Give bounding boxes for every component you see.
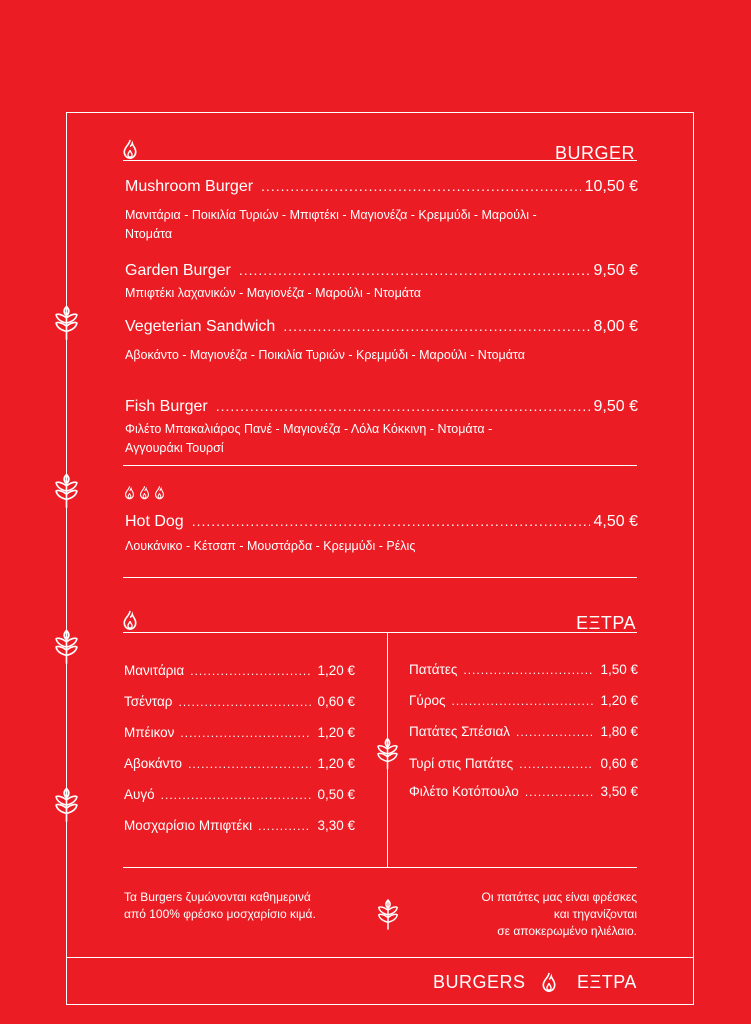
dot-leader: [216, 398, 590, 414]
extra-price: 1,20 €: [317, 725, 355, 740]
extra-name: Αβοκάντο: [124, 756, 183, 771]
extra-item: [124, 663, 355, 678]
extra-item: [409, 784, 638, 799]
dot-leader: [283, 318, 589, 334]
item-description: Μπιφτέκι λαχανικών - Μαγιονέζα - Μαρούλι - Ντομάτα: [125, 286, 422, 300]
section-divider: [123, 867, 637, 868]
dot-leader: [258, 819, 311, 833]
fries-note: [481, 889, 637, 940]
dot-leader: [525, 785, 595, 799]
extra-item: [124, 818, 355, 833]
dot-leader: [261, 178, 581, 194]
extra-item: [124, 787, 355, 802]
dot-leader: [516, 725, 594, 739]
item-name: Vegeterian Sandwich: [125, 318, 276, 335]
extra-price: 3,30 €: [317, 818, 355, 833]
flame-icon: [139, 485, 150, 500]
item-name: Hot Dog: [125, 513, 184, 530]
extra-name: Μανιτάρια: [124, 663, 185, 678]
extra-price: 1,20 €: [317, 663, 355, 678]
dot-leader: [161, 788, 312, 802]
item-name: Fish Burger: [125, 398, 208, 415]
dot-leader: [192, 513, 590, 529]
item-description: Φιλέτο Μπακαλιάρος Πανέ - Μαγιονέζα - Λόλα Κόκκινη - Ντομάτα - Αγγουράκι Τουρσί: [125, 422, 493, 455]
section-divider: [123, 577, 637, 578]
menu-item-vegeterian-sandwich: [125, 318, 638, 365]
item-description: Λουκάνικο - Κέτσαπ - Μουστάρδα - Κρεμμύδι - Ρέλις: [125, 539, 416, 553]
flame-icon: [541, 971, 557, 993]
flame-icon: [122, 609, 138, 631]
item-price: 10,50 €: [584, 178, 638, 195]
extra-name: Αυγό: [124, 787, 155, 802]
dot-leader: [180, 726, 311, 740]
extra-item: [409, 662, 638, 677]
extra-item: [409, 724, 638, 739]
dot-leader: [188, 757, 311, 771]
flame-icon: [154, 485, 165, 500]
menu-item-fish-burger: [125, 398, 638, 458]
dot-leader: [179, 695, 312, 709]
item-price: 9,50 €: [593, 398, 638, 415]
burger-section-title: BURGER: [554, 143, 635, 163]
extra-name: Μοσχαρίσιο Μπιφτέκι: [124, 818, 253, 833]
dot-leader: [239, 262, 590, 278]
extra-item: [409, 756, 638, 771]
extra-name: Πατάτες: [409, 662, 458, 677]
extra-name: Μπέικον: [124, 725, 175, 740]
wheat-icon: [53, 468, 80, 510]
note-line: Οι πατάτες μας είναι φρέσκες: [481, 890, 637, 904]
footer-line: [66, 957, 694, 958]
section-divider: [123, 465, 637, 466]
extra-price: 1,80 €: [600, 724, 638, 739]
wheat-icon: [375, 733, 400, 771]
extra-item: [124, 725, 355, 740]
item-description: Αβοκάντο - Μαγιονέζα - Ποικιλία Τυριών - Κρεμμύδι - Μαρούλι - Ντομάτα: [125, 348, 525, 362]
footer-burgers-label: BURGERS: [433, 972, 526, 992]
menu-item-hot-dog: [125, 513, 638, 556]
extra-price: 0,60 €: [317, 694, 355, 709]
note-line: σε αποκερωμένο ηλιέλαιο.: [497, 924, 637, 938]
dot-leader: [190, 664, 311, 678]
footer-extra-label: ΕΞΤΡΑ: [577, 972, 637, 992]
extra-section-title: ΕΞΤΡΑ: [576, 613, 636, 633]
extra-name: Τυρί στις Πατάτες: [409, 756, 514, 771]
extra-name: Φιλέτο Κοτόπουλο: [409, 784, 519, 799]
extra-name: Πατάτες Σπέσιαλ: [409, 724, 511, 739]
note-line: και τηγανίζονται: [553, 907, 637, 921]
item-description: Μανιτάρια - Ποικιλία Τυριών - Μπιφτέκι - Μαγιονέζα - Κρεμμύδι - Μαρούλι - Ντομάτα: [125, 208, 537, 241]
extra-price: 3,50 €: [600, 784, 638, 799]
dot-leader: [519, 757, 594, 771]
extra-price: 1,20 €: [600, 693, 638, 708]
flame-icon: [124, 485, 135, 500]
flame-icon: [122, 138, 138, 160]
wheat-icon: [376, 894, 400, 932]
extra-price: 0,50 €: [317, 787, 355, 802]
left-decorative-line: [66, 112, 67, 1005]
menu-item-garden-burger: [125, 262, 638, 303]
wheat-icon: [53, 782, 80, 824]
item-price: 9,50 €: [593, 262, 638, 279]
burger-note: [124, 889, 316, 923]
item-name: Mushroom Burger: [125, 178, 254, 195]
wheat-icon: [53, 624, 80, 666]
extra-price: 0,60 €: [600, 756, 638, 771]
extra-price: 1,20 €: [317, 756, 355, 771]
extra-header-line: [123, 632, 637, 633]
item-name: Garden Burger: [125, 262, 231, 279]
extra-name: Γύρος: [409, 693, 446, 708]
note-line: από 100% φρέσκο μοσχαρίσιο κιμά.: [124, 907, 316, 921]
extra-item: [409, 693, 638, 708]
dot-leader: [452, 694, 595, 708]
extra-price: 1,50 €: [600, 662, 638, 677]
extra-item: [124, 756, 355, 771]
extra-name: Τσένταρ: [124, 694, 173, 709]
dot-leader: [463, 663, 594, 677]
wheat-icon: [53, 300, 80, 342]
menu-frame: [66, 112, 694, 1005]
extra-item: [124, 694, 355, 709]
item-price: 8,00 €: [593, 318, 638, 335]
note-line: Τα Burgers ζυμώνονται καθημερινά: [124, 890, 311, 904]
menu-item-mushroom-burger: [125, 178, 638, 244]
item-price: 4,50 €: [593, 513, 638, 530]
